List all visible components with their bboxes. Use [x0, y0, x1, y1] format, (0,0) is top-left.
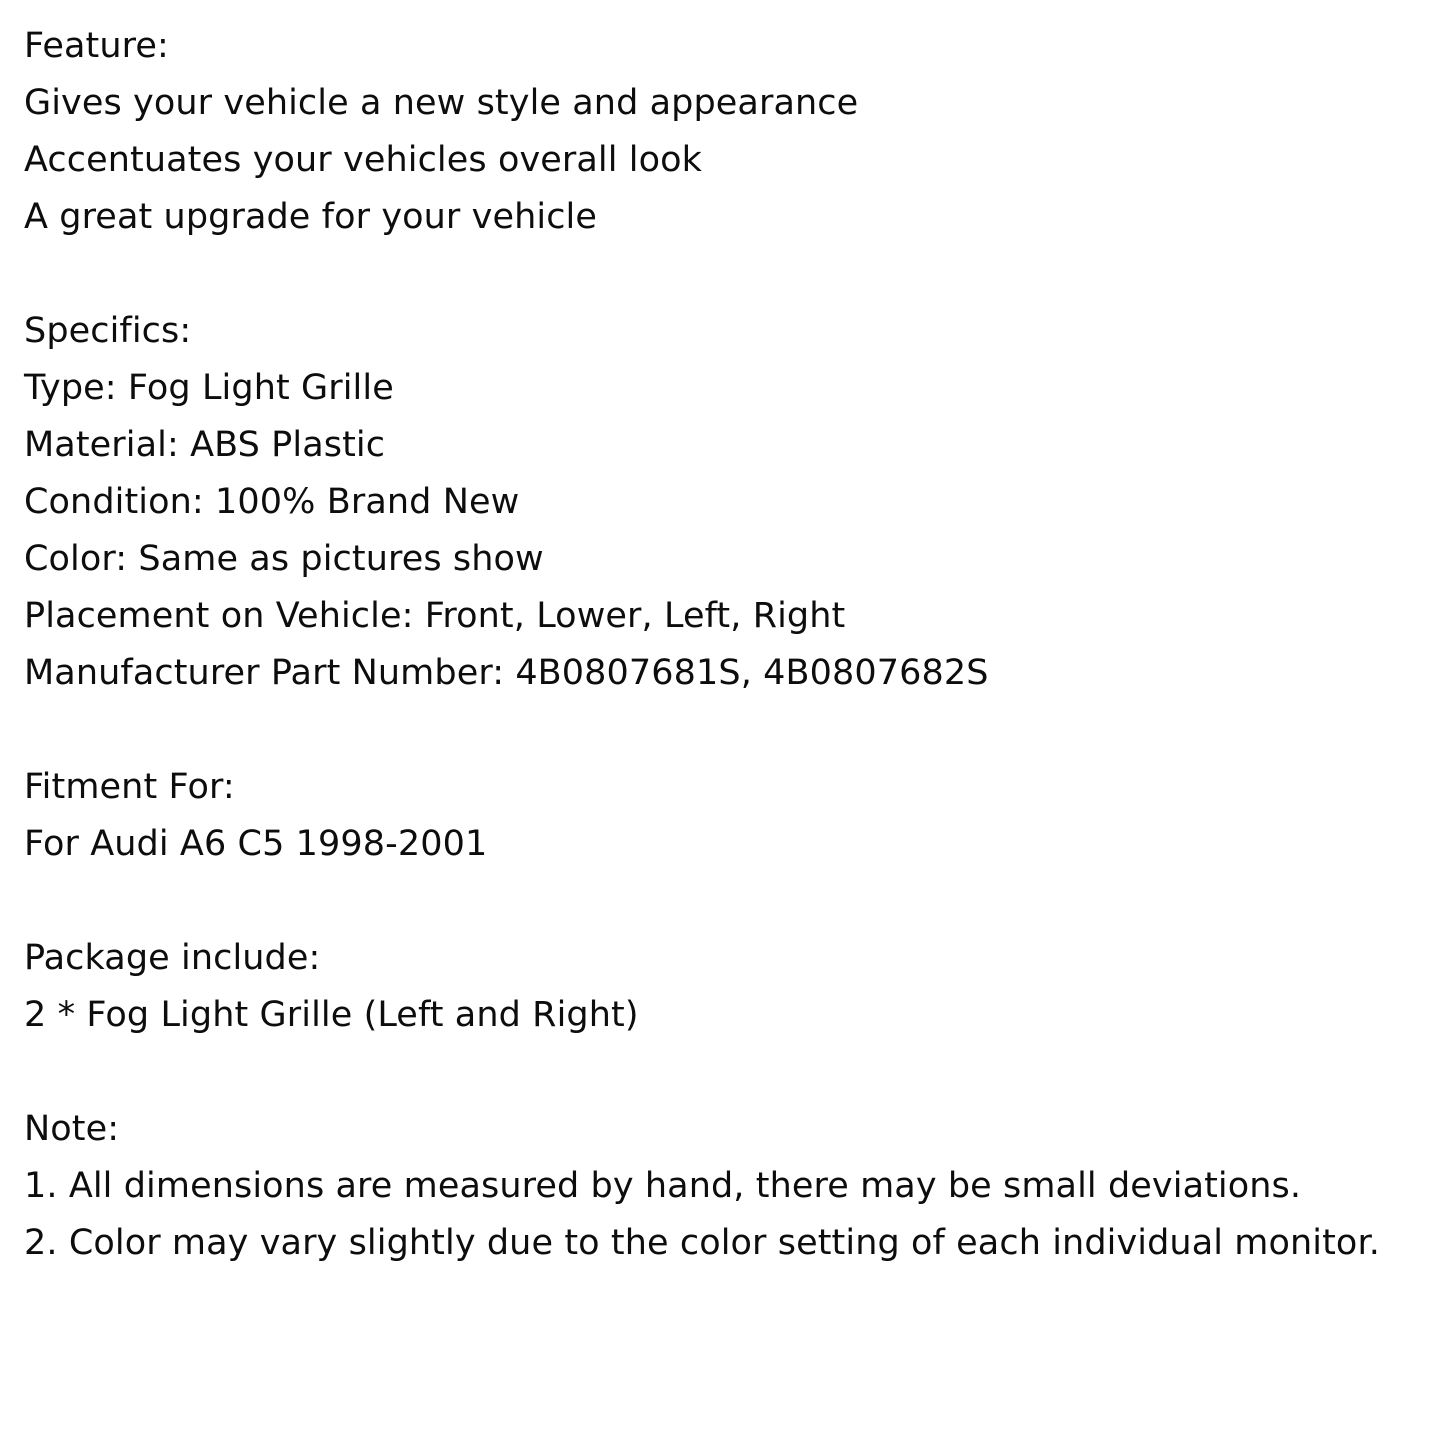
- specifics-part-number: Manufacturer Part Number: 4B0807681S, 4B0807682S: [24, 653, 989, 693]
- section-heading-fitment: Fitment For:: [24, 767, 235, 807]
- section-feature: [24, 18, 1421, 246]
- section-package: [24, 930, 1421, 1044]
- feature-line-2: Accentuates your vehicles overall look: [24, 140, 703, 180]
- section-specifics: [24, 303, 1421, 702]
- section-fitment: [24, 759, 1421, 873]
- spacer-after-feature: [24, 246, 1421, 303]
- specifics-material: Material: ABS Plastic: [24, 425, 386, 465]
- feature-line-1: Gives your vehicle a new style and appearance: [24, 83, 859, 123]
- fitment-line-1: For Audi A6 C5 1998-2001: [24, 824, 488, 864]
- section-heading-package: Package include:: [24, 938, 321, 978]
- section-note: [24, 1101, 1421, 1272]
- specifics-type: Type: Fog Light Grille: [24, 368, 394, 408]
- section-heading-specifics: Specifics:: [24, 311, 192, 351]
- section-heading-feature: Feature:: [24, 26, 169, 66]
- specifics-placement: Placement on Vehicle: Front, Lower, Left, Right: [24, 596, 846, 636]
- note-line-2: 2. Color may vary slightly due to the color setting of each individual monitor.: [24, 1223, 1380, 1263]
- spacer-after-package: [24, 1044, 1421, 1101]
- specifics-condition: Condition: 100% Brand New: [24, 482, 520, 522]
- note-line-1: 1. All dimensions are measured by hand, there may be small deviations.: [24, 1166, 1302, 1206]
- spacer-after-fitment: [24, 873, 1421, 930]
- section-heading-note: Note:: [24, 1109, 120, 1149]
- specifics-color: Color: Same as pictures show: [24, 539, 544, 579]
- feature-line-3: A great upgrade for your vehicle: [24, 197, 597, 237]
- spacer-after-specifics: [24, 702, 1421, 759]
- package-line-1: 2 * Fog Light Grille (Left and Right): [24, 995, 639, 1035]
